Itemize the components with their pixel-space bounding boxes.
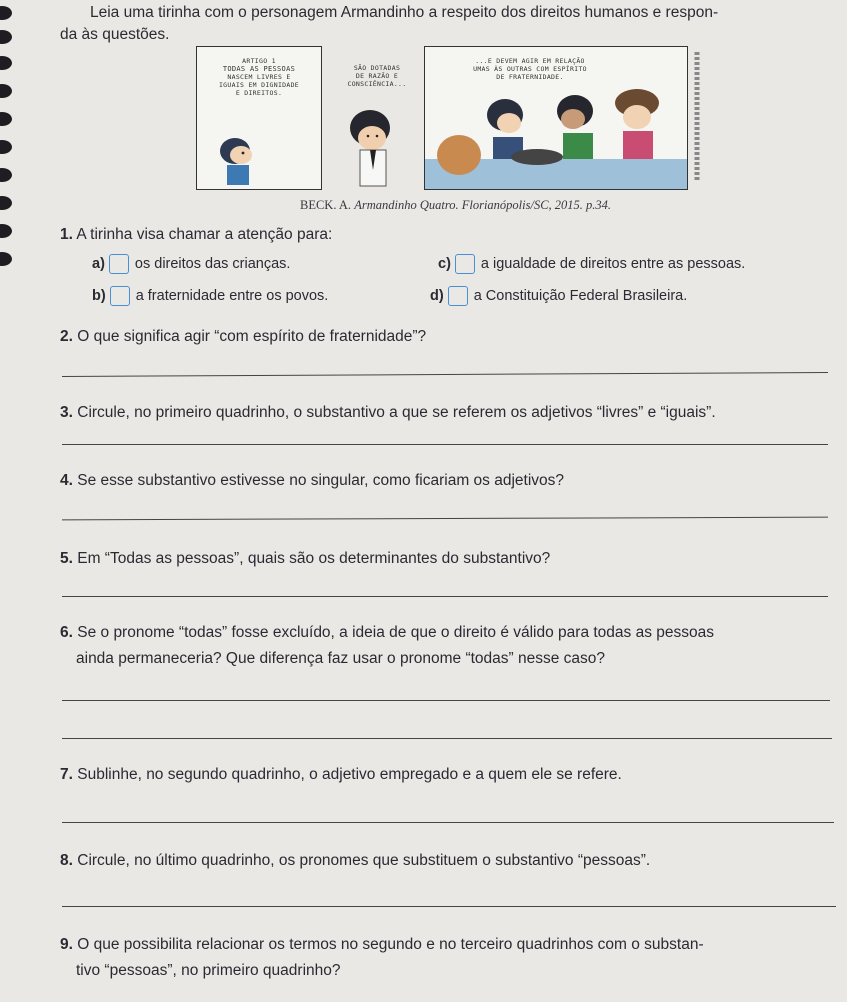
option-a-checkbox[interactable]: [109, 254, 129, 274]
panel-2-caption: SÃO DOTADAS DE RAZÃO E CONSCIÊNCIA...: [347, 64, 407, 88]
question-6: 6. Se o pronome “todas” fosse excluído, a ideia de que o direito é válido para todas as pessoas: [60, 624, 715, 641]
answer-line-3[interactable]: [62, 444, 828, 445]
option-d: d) a Constituição Federal Brasileira.: [430, 288, 688, 304]
option-c-checkbox[interactable]: [455, 254, 475, 274]
comic-strip: [196, 46, 708, 190]
intro-line-1: Leia uma tirinha com o personagem Armandinho a respeito dos direitos humanos e respon-: [90, 4, 719, 21]
question-7: 7. Sublinhe, no segundo quadrinho, o adjetivo empregado e a quem ele se refere.: [60, 766, 622, 783]
answer-line-2[interactable]: [62, 372, 828, 377]
question-2: 2. O que significa agir “com espírito de fraternidade”?: [60, 328, 427, 345]
question-9-line-2: tivo “pessoas”, no primeiro quadrinho?: [76, 962, 341, 979]
question-9: 9. O que possibilita relacionar os termos no segundo e no terceiro quadrinhos com o substan-: [60, 936, 704, 953]
intro-line-2: da às questões.: [60, 26, 170, 43]
comic-credit: BECK. A. Armandinho Quatro. Florianópolis/SC, 2015. p.34.: [300, 198, 612, 212]
boy-drawing: [326, 46, 422, 188]
option-b: b) a fraternidade entre os povos.: [92, 288, 329, 304]
question-4: 4. Se esse substantivo estivesse no singular, como ficariam os adjetivos?: [60, 472, 565, 489]
comic-panel-1: [196, 46, 322, 190]
question-5: 5. Em “Todas as pessoas”, quais são os determinantes do substantivo?: [60, 550, 551, 567]
answer-line-4[interactable]: [62, 517, 828, 521]
answer-line-6b[interactable]: [62, 738, 832, 739]
panel-3-caption: ...E DEVEM AGIR EM RELAÇÃO UMAS ÀS OUTRAS COM ESPÍRITO DE FRATERNIDADE.: [473, 57, 587, 81]
option-c: c) a igualdade de direitos entre as pessoas.: [438, 256, 746, 272]
comic-side-credit: [690, 52, 704, 180]
question-1: 1. A tirinha visa chamar a atenção para:: [60, 226, 333, 243]
intro-text: [60, 2, 820, 46]
panel-1-caption: ARTIGO 1 TODAS AS PESSOAS NASCEM LIVRES E IGUAIS EM DIGNIDADE E DIREITOS.: [218, 57, 300, 97]
option-b-checkbox[interactable]: [110, 286, 130, 306]
binder-holes: [0, 0, 16, 340]
children-group-drawing: [425, 47, 687, 189]
answer-line-5[interactable]: [62, 596, 828, 597]
answer-line-8[interactable]: [62, 906, 836, 907]
question-8: 8. Circule, no último quadrinho, os pronomes que substituem o substantivo “pessoas”.: [60, 852, 651, 869]
answer-line-6a[interactable]: [62, 700, 830, 701]
comic-panel-3: [424, 46, 688, 190]
comic-panel-2: [326, 46, 422, 188]
armandinho-drawing: [197, 47, 321, 189]
answer-line-7[interactable]: [62, 822, 834, 823]
question-6-line-2: ainda permaneceria? Que diferença faz usar o pronome “todas” nesse caso?: [76, 650, 606, 667]
question-3: 3. Circule, no primeiro quadrinho, o substantivo a que se referem os adjetivos “livres” e “iguais”.: [60, 404, 716, 421]
option-a: a) os direitos das crianças.: [92, 256, 291, 272]
option-d-checkbox[interactable]: [448, 286, 468, 306]
